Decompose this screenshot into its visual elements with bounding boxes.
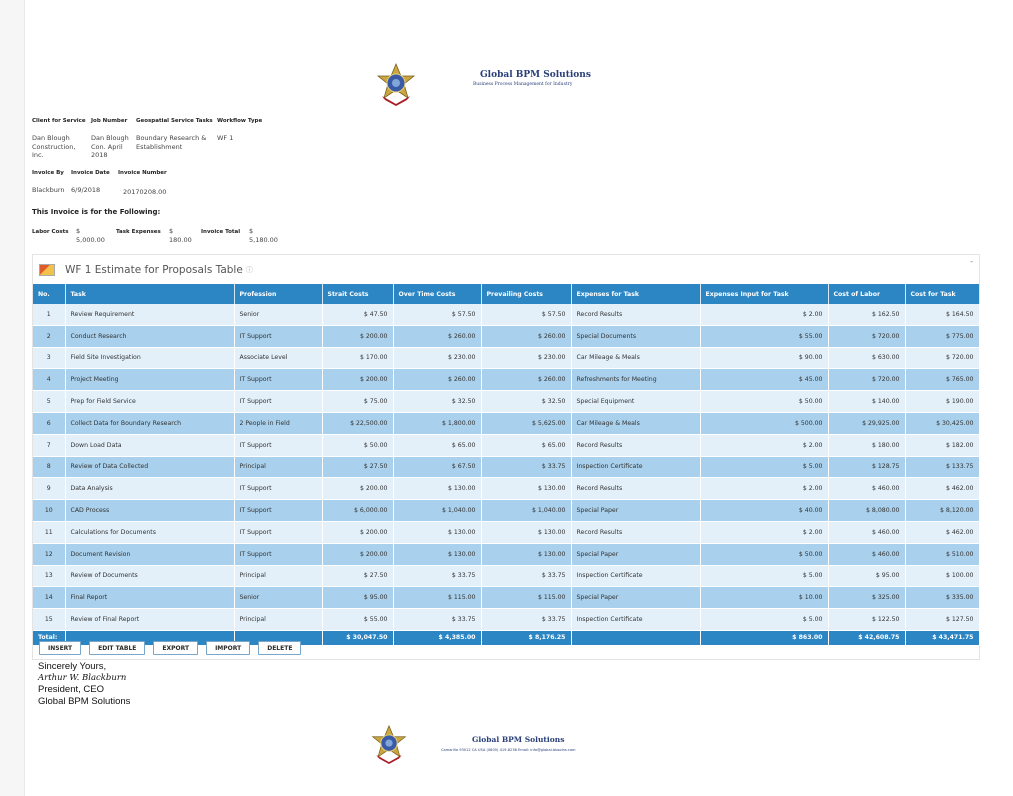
total-prevailing-costs: $ 8,176.25	[481, 630, 571, 645]
cell-expenses-for-task[interactable]: Refreshments for Meeting	[571, 369, 700, 391]
cell-expenses-for-task[interactable]: Car Mileage & Meals	[571, 412, 700, 434]
cell-no[interactable]: 7	[33, 434, 65, 456]
table-row[interactable]	[33, 304, 979, 325]
cell-no[interactable]: 9	[33, 478, 65, 500]
invoice-total-label: Invoice Total	[201, 229, 241, 235]
task-expenses-value: 180.00	[169, 236, 192, 244]
cell-overtime-costs[interactable]: $ 260.00	[393, 325, 481, 347]
cell-strait-costs[interactable]: $ 200.00	[322, 521, 393, 543]
company-logo-icon	[374, 62, 418, 106]
cell-cost-of-labor[interactable]: $ 29,925.00	[828, 412, 905, 434]
cell-no[interactable]: 2	[33, 325, 65, 347]
col-header-expenses-for-task[interactable]: Expenses for Task	[571, 284, 700, 304]
estimate-table	[33, 284, 980, 646]
table-row[interactable]	[33, 391, 979, 413]
cell-profession[interactable]: IT Support	[234, 434, 322, 456]
import-button[interactable]: IMPORT	[206, 641, 250, 655]
cell-profession[interactable]: IT Support	[234, 369, 322, 391]
cell-overtime-costs[interactable]: $ 33.75	[393, 609, 481, 631]
cell-no[interactable]: 15	[33, 609, 65, 631]
total-label: Total:	[33, 630, 65, 645]
cell-prevailing-costs[interactable]: $ 5,625.00	[481, 412, 571, 434]
invoice-date-label: Invoice Date	[71, 170, 110, 176]
table-row[interactable]	[33, 521, 979, 543]
invoice-total-value: 5,180.00	[249, 236, 278, 244]
salutation: Sincerely Yours,	[38, 661, 107, 672]
table-icon	[39, 264, 55, 276]
cell-overtime-costs[interactable]: $ 115.00	[393, 587, 481, 609]
invoice-number-label: Invoice Number	[118, 170, 167, 176]
total-strait-costs: $ 30,047.50	[322, 630, 393, 645]
cell-expenses-input[interactable]: $ 45.00	[700, 369, 828, 391]
cell-prevailing-costs[interactable]: $ 1,040.00	[481, 500, 571, 522]
cell-cost-for-task[interactable]: $ 8,120.00	[905, 500, 979, 522]
invoice-date-value: 6/9/2018	[71, 186, 101, 194]
cell-expenses-for-task[interactable]: Record Results	[571, 478, 700, 500]
cell-overtime-costs[interactable]: $ 130.00	[393, 478, 481, 500]
cell-expenses-for-task[interactable]: Inspection Certificate	[571, 456, 700, 478]
cell-overtime-costs[interactable]: $ 57.50	[393, 304, 481, 325]
cell-no[interactable]: 4	[33, 369, 65, 391]
cell-expenses-input[interactable]: $ 50.00	[700, 543, 828, 565]
cell-task[interactable]: Document Revision	[65, 543, 234, 565]
task-expenses-label: Task Expenses	[116, 229, 161, 235]
cell-cost-of-labor[interactable]: $ 128.75	[828, 456, 905, 478]
labor-costs-value: 5,000.00	[76, 236, 105, 244]
cell-profession[interactable]: Senior	[234, 587, 322, 609]
cell-expenses-input[interactable]: $ 5.00	[700, 456, 828, 478]
company-name: Global BPM Solutions	[480, 70, 591, 80]
cell-expenses-input[interactable]: $ 5.00	[700, 565, 828, 587]
insert-button[interactable]: INSERT	[39, 641, 81, 655]
cell-strait-costs[interactable]: $ 47.50	[322, 304, 393, 325]
footer-company-name: Global BPM Solutions	[472, 735, 565, 744]
cell-expenses-input[interactable]: $ 55.00	[700, 325, 828, 347]
table-toolbar	[39, 641, 301, 655]
cell-no[interactable]: 13	[33, 565, 65, 587]
cell-expenses-for-task[interactable]: Special Equipment	[571, 391, 700, 413]
cell-expenses-for-task[interactable]: Special Paper	[571, 500, 700, 522]
tasks-label: Geospatial Service Tasks	[136, 118, 213, 124]
cell-cost-of-labor[interactable]: $ 180.00	[828, 434, 905, 456]
cell-strait-costs[interactable]: $ 75.00	[322, 391, 393, 413]
cell-task[interactable]: Review of Final Report	[65, 609, 234, 631]
estimate-table-panel	[32, 254, 980, 660]
cell-no[interactable]: 3	[33, 347, 65, 369]
cell-cost-of-labor[interactable]: $ 720.00	[828, 369, 905, 391]
total-cell	[571, 630, 700, 645]
cell-profession[interactable]: Principal	[234, 565, 322, 587]
cell-task[interactable]: Project Meeting	[65, 369, 234, 391]
job-value: Dan Blough Con. April 2018	[91, 134, 129, 159]
info-icon[interactable]: ⓘ	[245, 266, 253, 274]
cell-overtime-costs[interactable]: $ 33.75	[393, 565, 481, 587]
cell-no[interactable]: 8	[33, 456, 65, 478]
cell-cost-of-labor[interactable]: $ 630.00	[828, 347, 905, 369]
cell-task[interactable]: Review of Documents	[65, 565, 234, 587]
cell-cost-for-task[interactable]: $ 127.50	[905, 609, 979, 631]
cell-cost-for-task[interactable]: $ 510.00	[905, 543, 979, 565]
cell-expenses-input[interactable]: $ 500.00	[700, 412, 828, 434]
cell-cost-of-labor[interactable]: $ 140.00	[828, 391, 905, 413]
cell-expenses-for-task[interactable]: Record Results	[571, 521, 700, 543]
letterhead	[374, 62, 674, 108]
cell-strait-costs[interactable]: $ 95.00	[322, 587, 393, 609]
cell-strait-costs[interactable]: $ 27.50	[322, 565, 393, 587]
cell-overtime-costs[interactable]: $ 260.00	[393, 369, 481, 391]
cell-cost-of-labor[interactable]: $ 460.00	[828, 521, 905, 543]
cell-no[interactable]: 5	[33, 391, 65, 413]
workflow-value: WF 1	[217, 134, 234, 142]
cell-no[interactable]: 14	[33, 587, 65, 609]
client-label: Client for Service	[32, 118, 86, 124]
cell-expenses-for-task[interactable]: Inspection Certificate	[571, 609, 700, 631]
cell-expenses-for-task[interactable]: Record Results	[571, 434, 700, 456]
table-row[interactable]	[33, 347, 979, 369]
invoice-number-value: 20170208.00	[123, 188, 167, 196]
cell-expenses-input[interactable]: $ 50.00	[700, 391, 828, 413]
invoice-by-label: Invoice By	[32, 170, 64, 176]
col-header-cost-of-labor[interactable]: Cost of Labor	[828, 284, 905, 304]
cell-prevailing-costs[interactable]: $ 130.00	[481, 478, 571, 500]
cell-expenses-input[interactable]: $ 2.00	[700, 478, 828, 500]
company-tagline: Business Process Management for Industry	[473, 82, 573, 87]
cell-overtime-costs[interactable]: $ 1,040.00	[393, 500, 481, 522]
invoice-by-value: Blackburn	[32, 186, 65, 194]
cell-prevailing-costs[interactable]: $ 115.00	[481, 587, 571, 609]
cell-cost-for-task[interactable]: $ 335.00	[905, 587, 979, 609]
cell-cost-of-labor[interactable]: $ 162.50	[828, 304, 905, 325]
cell-profession[interactable]: Principal	[234, 456, 322, 478]
cell-strait-costs[interactable]: $ 200.00	[322, 478, 393, 500]
col-header-strait-costs[interactable]: Strait Costs	[322, 284, 393, 304]
cell-prevailing-costs[interactable]: $ 65.00	[481, 434, 571, 456]
job-label: Job Number	[91, 118, 128, 124]
footer-contact: Camarillo 93012 CA USA (0805) 419-8236 Email: info@global-bbsolns.com	[441, 748, 576, 752]
labor-costs-label: Labor Costs	[32, 229, 69, 235]
col-header-overtime-costs[interactable]: Over Time Costs	[393, 284, 481, 304]
cell-expenses-input[interactable]: $ 2.00	[700, 304, 828, 325]
left-margin	[0, 0, 24, 796]
cell-cost-of-labor[interactable]: $ 460.00	[828, 543, 905, 565]
cell-cost-for-task[interactable]: $ 765.00	[905, 369, 979, 391]
cell-expenses-input[interactable]: $ 2.00	[700, 434, 828, 456]
cell-expenses-input[interactable]: $ 90.00	[700, 347, 828, 369]
table-row[interactable]	[33, 412, 979, 434]
cell-profession[interactable]: Senior	[234, 304, 322, 325]
cell-profession[interactable]: IT Support	[234, 543, 322, 565]
cell-expenses-for-task[interactable]: Special Documents	[571, 325, 700, 347]
panel-title-bar	[39, 261, 253, 279]
table-row[interactable]	[33, 434, 979, 456]
cell-task[interactable]: Prep for Field Service	[65, 391, 234, 413]
cell-strait-costs[interactable]: $ 200.00	[322, 369, 393, 391]
cell-cost-for-task[interactable]: $ 30,425.00	[905, 412, 979, 434]
cell-overtime-costs[interactable]: $ 1,800.00	[393, 412, 481, 434]
table-row[interactable]	[33, 369, 979, 391]
tasks-value: Boundary Research & Establishment	[136, 134, 207, 151]
table-row[interactable]	[33, 325, 979, 347]
cell-cost-of-labor[interactable]: $ 8,080.00	[828, 500, 905, 522]
collapse-button[interactable]: -	[970, 257, 973, 266]
cell-expenses-for-task[interactable]: Special Paper	[571, 543, 700, 565]
cell-task[interactable]: CAD Process	[65, 500, 234, 522]
cell-strait-costs[interactable]: $ 170.00	[322, 347, 393, 369]
cell-prevailing-costs[interactable]: $ 130.00	[481, 521, 571, 543]
cell-strait-costs[interactable]: $ 200.00	[322, 543, 393, 565]
cell-profession[interactable]: IT Support	[234, 325, 322, 347]
cell-cost-of-labor[interactable]: $ 460.00	[828, 478, 905, 500]
cell-cost-for-task[interactable]: $ 164.50	[905, 304, 979, 325]
total-cost-for-task: $ 43,471.75	[905, 630, 979, 645]
cell-strait-costs[interactable]: $ 6,000.00	[322, 500, 393, 522]
closing-block	[38, 661, 130, 707]
cell-task[interactable]: Down Load Data	[65, 434, 234, 456]
cell-task[interactable]: Collect Data for Boundary Research	[65, 412, 234, 434]
table-row[interactable]	[33, 478, 979, 500]
labor-costs-currency: $	[76, 227, 81, 235]
cell-cost-for-task[interactable]: $ 462.00	[905, 478, 979, 500]
total-expenses-input: $ 863.00	[700, 630, 828, 645]
cell-task[interactable]: Review of Data Collected	[65, 456, 234, 478]
signature: Arthur W. Blackburn	[38, 672, 127, 683]
cell-prevailing-costs[interactable]: $ 130.00	[481, 543, 571, 565]
footer-logo-icon	[369, 724, 409, 764]
table-row[interactable]	[33, 456, 979, 478]
cell-expenses-for-task[interactable]: Special Paper	[571, 587, 700, 609]
table-row[interactable]	[33, 609, 979, 631]
total-cost-of-labor: $ 42,608.75	[828, 630, 905, 645]
cell-cost-of-labor[interactable]: $ 95.00	[828, 565, 905, 587]
cell-expenses-input[interactable]: $ 5.00	[700, 609, 828, 631]
col-header-prevailing-costs[interactable]: Prevailing Costs	[481, 284, 571, 304]
col-header-no[interactable]: No.	[33, 284, 65, 304]
cell-strait-costs[interactable]: $ 50.00	[322, 434, 393, 456]
cell-strait-costs[interactable]: $ 22,500.00	[322, 412, 393, 434]
col-header-profession[interactable]: Profession	[234, 284, 322, 304]
cell-cost-for-task[interactable]: $ 133.75	[905, 456, 979, 478]
cell-cost-of-labor[interactable]: $ 720.00	[828, 325, 905, 347]
col-header-expenses-input[interactable]: Expenses Input for Task	[700, 284, 828, 304]
signer-company: Global BPM Solutions	[38, 695, 131, 707]
table-row[interactable]	[33, 500, 979, 522]
cell-prevailing-costs[interactable]: $ 260.00	[481, 369, 571, 391]
cell-prevailing-costs[interactable]: $ 260.00	[481, 325, 571, 347]
cell-overtime-costs[interactable]: $ 130.00	[393, 543, 481, 565]
cell-prevailing-costs[interactable]: $ 33.75	[481, 565, 571, 587]
cell-strait-costs[interactable]: $ 27.50	[322, 456, 393, 478]
workflow-label: Workflow Type	[217, 118, 263, 124]
invoice-total-currency: $	[249, 227, 254, 235]
cell-profession[interactable]: IT Support	[234, 478, 322, 500]
table-row[interactable]	[33, 565, 979, 587]
cell-no[interactable]: 10	[33, 500, 65, 522]
task-expenses-currency: $	[169, 227, 174, 235]
footer	[369, 724, 609, 770]
cell-task[interactable]: Final Report	[65, 587, 234, 609]
cell-prevailing-costs[interactable]: $ 57.50	[481, 304, 571, 325]
cell-overtime-costs[interactable]: $ 32.50	[393, 391, 481, 413]
cell-profession[interactable]: IT Support	[234, 500, 322, 522]
cell-cost-for-task[interactable]: $ 190.00	[905, 391, 979, 413]
cell-prevailing-costs[interactable]: $ 32.50	[481, 391, 571, 413]
cell-profession[interactable]: IT Support	[234, 391, 322, 413]
cell-task[interactable]: Field Site Investigation	[65, 347, 234, 369]
cell-no[interactable]: 6	[33, 412, 65, 434]
edit-table-button[interactable]: EDIT TABLE	[89, 641, 145, 655]
invoice-for-heading: This Invoice is for the Following:	[32, 208, 161, 216]
cell-overtime-costs[interactable]: $ 230.00	[393, 347, 481, 369]
cell-overtime-costs[interactable]: $ 65.00	[393, 434, 481, 456]
cell-task[interactable]: Review Requirement	[65, 304, 234, 325]
cell-overtime-costs[interactable]: $ 67.50	[393, 456, 481, 478]
cell-prevailing-costs[interactable]: $ 33.75	[481, 609, 571, 631]
panel-title: WF 1 Estimate for Proposals Table	[65, 264, 243, 276]
delete-button[interactable]: DELETE	[258, 641, 301, 655]
col-header-cost-for-task[interactable]: Cost for Task	[905, 284, 979, 304]
cell-expenses-for-task[interactable]: Record Results	[571, 304, 700, 325]
cell-strait-costs[interactable]: $ 200.00	[322, 325, 393, 347]
table-header-row	[33, 284, 979, 304]
cell-expenses-for-task[interactable]: Car Mileage & Meals	[571, 347, 700, 369]
table-row[interactable]	[33, 543, 979, 565]
cell-no[interactable]: 12	[33, 543, 65, 565]
cell-task[interactable]: Conduct Research	[65, 325, 234, 347]
cell-no[interactable]: 1	[33, 304, 65, 325]
cell-cost-for-task[interactable]: $ 462.00	[905, 521, 979, 543]
cell-task[interactable]: Calculations for Documents	[65, 521, 234, 543]
cell-profession[interactable]: Associate Level	[234, 347, 322, 369]
cell-expenses-for-task[interactable]: Inspection Certificate	[571, 565, 700, 587]
signer-title: President, CEO	[38, 684, 104, 695]
col-header-task[interactable]: Task	[65, 284, 234, 304]
cell-no[interactable]: 11	[33, 521, 65, 543]
total-overtime-costs: $ 4,385.00	[393, 630, 481, 645]
cell-expenses-input[interactable]: $ 40.00	[700, 500, 828, 522]
cell-strait-costs[interactable]: $ 55.00	[322, 609, 393, 631]
cell-cost-for-task[interactable]: $ 100.00	[905, 565, 979, 587]
export-button[interactable]: EXPORT	[153, 641, 198, 655]
cell-cost-of-labor[interactable]: $ 122.50	[828, 609, 905, 631]
cell-cost-for-task[interactable]: $ 182.00	[905, 434, 979, 456]
cell-cost-for-task[interactable]: $ 720.00	[905, 347, 979, 369]
cell-overtime-costs[interactable]: $ 130.00	[393, 521, 481, 543]
table-row[interactable]	[33, 587, 979, 609]
cell-prevailing-costs[interactable]: $ 230.00	[481, 347, 571, 369]
cell-cost-of-labor[interactable]: $ 325.00	[828, 587, 905, 609]
cell-expenses-input[interactable]: $ 2.00	[700, 521, 828, 543]
cell-expenses-input[interactable]: $ 10.00	[700, 587, 828, 609]
cell-profession[interactable]: Principal	[234, 609, 322, 631]
cell-prevailing-costs[interactable]: $ 33.75	[481, 456, 571, 478]
cell-cost-for-task[interactable]: $ 775.00	[905, 325, 979, 347]
cell-task[interactable]: Data Analysis	[65, 478, 234, 500]
cell-profession[interactable]: IT Support	[234, 521, 322, 543]
cell-profession[interactable]: 2 People in Field	[234, 412, 322, 434]
client-value: Dan Blough Construction, Inc.	[32, 134, 76, 159]
